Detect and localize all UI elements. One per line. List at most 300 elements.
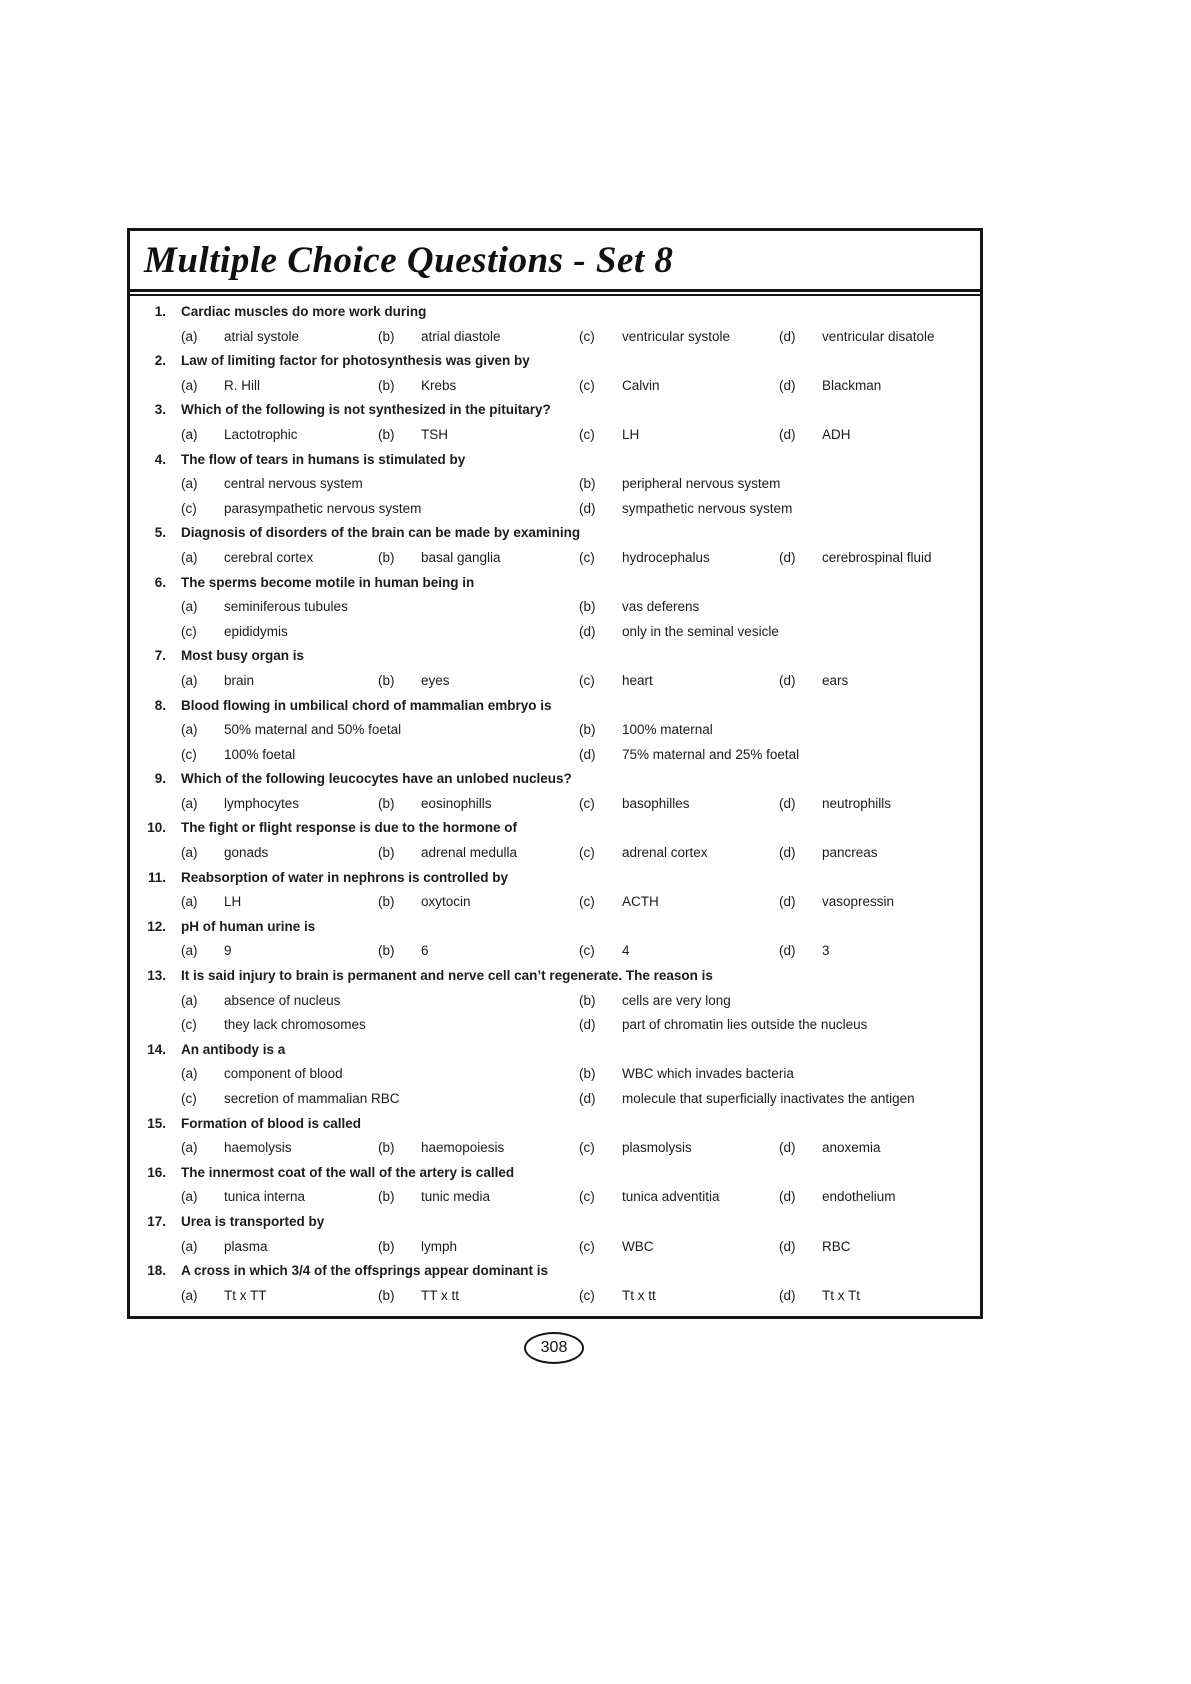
option-row — [130, 939, 980, 964]
option-label: (c) — [579, 1189, 595, 1205]
option — [579, 989, 731, 1014]
option — [579, 423, 639, 448]
option — [579, 718, 713, 743]
option — [378, 841, 517, 866]
option-label: (a) — [181, 845, 198, 861]
option-text: tunica interna — [224, 1189, 306, 1205]
option-text: 100% foetal — [224, 746, 296, 762]
option-label: (d) — [579, 1091, 596, 1106]
option-text: haemolysis — [224, 1140, 292, 1156]
question-header — [130, 398, 980, 423]
option-text: Calvin — [622, 377, 660, 393]
option-row — [130, 1235, 980, 1260]
option — [579, 1013, 867, 1038]
option — [579, 546, 710, 571]
question-number: 6. — [154, 574, 166, 590]
option-text: 50% maternal and 50% foetal — [224, 722, 402, 738]
option — [779, 841, 878, 866]
option — [579, 472, 780, 497]
option — [181, 497, 421, 522]
option-row — [130, 546, 980, 571]
option-row — [130, 1185, 980, 1210]
option-label: (d) — [779, 426, 796, 442]
option — [181, 1013, 366, 1038]
option-text: basophilles — [622, 795, 690, 811]
option-text: eyes — [421, 672, 450, 688]
option-text: secretion of mammalian RBC — [224, 1091, 400, 1106]
option — [378, 423, 448, 448]
option-row — [130, 890, 980, 915]
option — [181, 743, 295, 768]
option-label: (b) — [579, 476, 596, 492]
option-text: hydrocephalus — [622, 549, 710, 565]
question-text: The innermost coat of the wall of the artery is called — [181, 1164, 515, 1180]
option-text: 75% maternal and 25% foetal — [622, 746, 800, 762]
option-label: (b) — [378, 672, 395, 688]
option — [378, 890, 471, 915]
option-text: 9 — [224, 943, 232, 959]
option-label: (d) — [779, 845, 796, 861]
question-header — [130, 816, 980, 841]
option-text: part of chromatin lies outside the nucleus — [622, 1017, 868, 1033]
option-label: (b) — [378, 1140, 395, 1156]
option-label: (a) — [181, 1140, 198, 1156]
option-label: (a) — [181, 894, 198, 910]
option-label: (b) — [378, 426, 395, 442]
question-number: 2. — [154, 353, 166, 369]
option-text: pancreas — [822, 845, 878, 861]
option-label: (b) — [378, 795, 395, 811]
option-label: (c) — [579, 943, 595, 959]
option-text: only in the seminal vesicle — [622, 623, 779, 639]
question-text: A cross in which 3/4 of the offsprings appear dominant is — [181, 1263, 549, 1279]
option-text: molecule that superficially inactivates the antigen — [622, 1091, 915, 1106]
option — [779, 423, 851, 448]
option-text: 3 — [822, 943, 830, 959]
question-text: Urea is transported by — [181, 1213, 325, 1229]
option-label: (d) — [779, 1287, 796, 1303]
option-text: basal ganglia — [421, 549, 501, 565]
option-text: WBC which invades bacteria — [622, 1066, 794, 1082]
option-text: cells are very long — [622, 992, 731, 1008]
option — [779, 669, 848, 694]
question-text: Reabsorption of water in nephrons is controlled by — [181, 869, 509, 885]
option-label: (a) — [181, 377, 198, 393]
option — [181, 325, 299, 350]
question-header — [130, 964, 980, 989]
option — [779, 374, 881, 399]
option-text: absence of nucleus — [224, 992, 341, 1008]
option-text: lymphocytes — [224, 795, 300, 811]
option-label: (b) — [579, 1066, 596, 1082]
option-text: tunic media — [421, 1189, 491, 1205]
option-label: (d) — [779, 1189, 796, 1205]
option-text: lymph — [421, 1238, 458, 1254]
option-label: (c) — [181, 1091, 197, 1106]
question-number: 11. — [147, 869, 166, 885]
option — [181, 669, 254, 694]
option-text: atrial systole — [224, 328, 300, 344]
question-header — [130, 1161, 980, 1186]
option-text: Tt x tt — [622, 1287, 656, 1303]
option — [378, 546, 501, 571]
option — [378, 1185, 490, 1210]
option-label: (a) — [181, 328, 198, 344]
option — [181, 1136, 292, 1161]
option-row — [130, 325, 980, 350]
question-number: 5. — [154, 525, 166, 541]
option-text: adrenal medulla — [421, 845, 518, 861]
option-text: endothelium — [822, 1189, 896, 1205]
option — [181, 374, 260, 399]
option — [181, 1235, 268, 1260]
page-title: Multiple Choice Questions - Set 8 — [144, 240, 674, 281]
option-text: plasma — [224, 1238, 268, 1254]
option-row — [130, 792, 980, 817]
option-label: (c) — [181, 746, 197, 762]
option-label: (d) — [779, 377, 796, 393]
option — [779, 546, 932, 571]
option-label: (b) — [579, 722, 596, 738]
option-text: LH — [224, 894, 242, 910]
option-label: (a) — [181, 943, 198, 959]
option-label: (a) — [181, 672, 198, 688]
option-label: (b) — [579, 599, 596, 615]
option-row — [130, 423, 980, 448]
option-label: (d) — [779, 328, 796, 344]
option-label: (b) — [378, 1189, 395, 1205]
option-row — [130, 497, 980, 522]
page-number-badge — [524, 1332, 584, 1364]
option — [181, 1284, 267, 1309]
question-header — [130, 767, 980, 792]
option-row — [130, 1013, 980, 1038]
option-text: Tt x TT — [224, 1287, 267, 1303]
question-text: pH of human urine is — [181, 918, 316, 934]
option-text: ventricular systole — [622, 328, 731, 344]
option-label: (d) — [779, 1238, 796, 1254]
option-text: brain — [224, 672, 255, 688]
option-label: (b) — [378, 1238, 395, 1254]
option-row — [130, 595, 980, 620]
option — [181, 718, 401, 743]
option-row — [130, 989, 980, 1014]
question-header — [130, 448, 980, 473]
option-label: (c) — [579, 1140, 595, 1156]
option-label: (a) — [181, 1287, 198, 1303]
option-label: (b) — [378, 894, 395, 910]
question-number: 1. — [154, 304, 166, 319]
option — [378, 939, 429, 964]
question-text: An antibody is a — [181, 1041, 286, 1057]
option-label: (c) — [579, 377, 595, 393]
option-label: (d) — [779, 943, 796, 959]
option-label: (d) — [579, 746, 596, 762]
option-row — [130, 1062, 980, 1087]
question-number: 4. — [154, 451, 166, 467]
question-text: Formation of blood is called — [181, 1115, 362, 1131]
option — [181, 1062, 343, 1087]
question-header — [130, 571, 980, 596]
option-label: (c) — [579, 1287, 595, 1303]
question-text: The sperms become motile in human being in — [181, 574, 475, 590]
option-row — [130, 1136, 980, 1161]
option-text: RBC — [822, 1238, 851, 1254]
option-label: (b) — [378, 328, 395, 344]
option-text: Tt x Tt — [822, 1287, 861, 1303]
option-text: epididymis — [224, 623, 288, 639]
option — [378, 325, 501, 350]
option — [378, 1284, 459, 1309]
option — [579, 1235, 654, 1260]
option-label: (c) — [181, 1017, 197, 1033]
option — [579, 669, 653, 694]
option-label: (c) — [579, 426, 595, 442]
question-header — [130, 349, 980, 374]
option-text: parasympathetic nervous system — [224, 500, 422, 516]
question-number: 3. — [154, 402, 166, 418]
question-header — [130, 694, 980, 719]
question-header — [130, 915, 980, 940]
option — [378, 792, 492, 817]
question-text: Diagnosis of disorders of the brain can be made by examining — [181, 525, 581, 541]
option-label: (c) — [579, 845, 595, 861]
option-label: (a) — [181, 599, 198, 615]
option — [181, 1185, 305, 1210]
question-number: 15. — [147, 1115, 166, 1131]
option — [181, 989, 340, 1014]
option — [181, 472, 363, 497]
option — [579, 743, 799, 768]
question-text: Cardiac muscles do more work during — [181, 304, 427, 319]
question-number: 9. — [154, 771, 166, 787]
option-row — [130, 743, 980, 768]
option-label: (c) — [181, 623, 197, 639]
question-text: Law of limiting factor for photosynthesis was given by — [181, 353, 530, 369]
question-number: 10. — [147, 820, 166, 836]
option-text: ears — [822, 672, 849, 688]
option-text: TSH — [421, 426, 448, 442]
option-text: 4 — [622, 943, 630, 959]
option-text: Lactotrophic — [224, 426, 298, 442]
option — [181, 595, 348, 620]
option — [181, 890, 241, 915]
option-row — [130, 718, 980, 743]
option-text: plasmolysis — [622, 1140, 692, 1156]
question-number: 14. — [147, 1041, 166, 1057]
option — [779, 1185, 896, 1210]
option-label: (c) — [579, 795, 595, 811]
option — [181, 620, 288, 645]
page-number: 308 — [540, 1339, 568, 1356]
option — [579, 374, 660, 399]
option-label: (c) — [181, 500, 197, 516]
option — [181, 939, 232, 964]
option — [579, 1062, 794, 1087]
option-text: TT x tt — [421, 1287, 460, 1303]
option — [579, 620, 779, 645]
option-label: (b) — [378, 377, 395, 393]
option-text: seminiferous tubules — [224, 599, 348, 615]
option-text: Blackman — [822, 377, 882, 393]
option-row — [130, 472, 980, 497]
question-number: 12. — [147, 918, 166, 934]
option — [378, 374, 456, 399]
option-label: (b) — [378, 943, 395, 959]
option-label: (a) — [181, 476, 198, 492]
option — [579, 497, 792, 522]
option — [579, 890, 659, 915]
option-label: (d) — [579, 500, 596, 516]
option-label: (a) — [181, 1066, 198, 1082]
option-label: (a) — [181, 549, 198, 565]
option-text: vas deferens — [622, 599, 700, 615]
question-header — [130, 1210, 980, 1235]
question-header — [130, 1259, 980, 1284]
option — [579, 1185, 720, 1210]
option-text: WBC — [622, 1238, 654, 1254]
option — [779, 1235, 851, 1260]
option-label: (a) — [181, 1189, 198, 1205]
option-label: (a) — [181, 426, 198, 442]
option-label: (a) — [181, 795, 198, 811]
option-row — [130, 620, 980, 645]
question-number: 18. — [147, 1263, 166, 1279]
questions-box — [127, 228, 983, 1319]
option-row — [130, 374, 980, 399]
option-label: (b) — [378, 1287, 395, 1303]
question-header — [130, 644, 980, 669]
option-text: component of blood — [224, 1066, 343, 1082]
option-row — [130, 841, 980, 866]
option-text: haemopoiesis — [421, 1140, 505, 1156]
option — [779, 325, 935, 350]
question-number: 8. — [154, 697, 166, 713]
question-number: 13. — [147, 968, 166, 984]
option — [181, 423, 298, 448]
option-label: (d) — [779, 549, 796, 565]
option-label: (b) — [378, 845, 395, 861]
option-label: (d) — [579, 623, 596, 639]
option-text: cerebrospinal fluid — [822, 549, 932, 565]
option-text: gonads — [224, 845, 269, 861]
title-bar — [130, 231, 980, 289]
option-text: R. Hill — [224, 377, 260, 393]
option-label: (c) — [579, 672, 595, 688]
question-header — [130, 521, 980, 546]
question-text: The flow of tears in humans is stimulated by — [181, 451, 466, 467]
question-number: 16. — [147, 1164, 166, 1180]
question-text: It is said injury to brain is permanent and nerve cell can’t regenerate. The reason is — [181, 968, 713, 984]
question-header — [130, 866, 980, 891]
question-number: 17. — [147, 1213, 166, 1229]
option-text: neutrophills — [822, 795, 892, 811]
question-text: Blood flowing in umbilical chord of mammalian embryo is — [181, 697, 552, 713]
option-text: anoxemia — [822, 1140, 881, 1156]
option-text: tunica adventitia — [622, 1189, 720, 1205]
option-label: (d) — [779, 795, 796, 811]
option-text: ACTH — [622, 894, 659, 910]
option — [181, 1087, 400, 1112]
question-number: 7. — [154, 648, 166, 664]
option — [579, 841, 708, 866]
option-label: (b) — [579, 992, 596, 1008]
option-label: (d) — [779, 894, 796, 910]
option-label: (a) — [181, 992, 198, 1008]
option-label: (c) — [579, 894, 595, 910]
option-text: peripheral nervous system — [622, 476, 781, 492]
option-row — [130, 669, 980, 694]
option — [779, 792, 891, 817]
option — [579, 595, 699, 620]
option — [378, 669, 450, 694]
question-text: Which of the following leucocytes have an unlobed nucleus? — [181, 771, 572, 787]
option-text: 100% maternal — [622, 722, 713, 738]
option-row — [130, 1087, 980, 1112]
option-text: atrial diastole — [421, 328, 501, 344]
question-text: The fight or flight response is due to the hormone of — [181, 820, 517, 836]
option — [579, 325, 730, 350]
option — [779, 1136, 881, 1161]
option — [779, 939, 830, 964]
option-label: (c) — [579, 1238, 595, 1254]
question-header — [130, 1112, 980, 1137]
option — [579, 1284, 656, 1309]
option — [181, 546, 313, 571]
option-text: Krebs — [421, 377, 457, 393]
option-text: cerebral cortex — [224, 549, 314, 565]
option-text: oxytocin — [421, 894, 471, 910]
option-label: (b) — [378, 549, 395, 565]
option-label: (d) — [779, 672, 796, 688]
option-label: (a) — [181, 1238, 198, 1254]
option-text: adrenal cortex — [622, 845, 708, 861]
questions-list — [130, 296, 980, 1316]
option — [181, 792, 299, 817]
option-text: sympathetic nervous system — [622, 500, 793, 516]
option-text: ventricular disatole — [822, 328, 935, 344]
option-text: LH — [622, 426, 640, 442]
option — [579, 792, 690, 817]
option — [779, 1284, 860, 1309]
option — [378, 1235, 457, 1260]
question-text: Which of the following is not synthesized in the pituitary? — [181, 402, 551, 418]
question-header — [130, 1038, 980, 1063]
option — [779, 890, 894, 915]
option-label: (d) — [579, 1017, 596, 1033]
option — [579, 939, 630, 964]
option-text: 6 — [421, 943, 429, 959]
question-header — [130, 300, 980, 325]
option-text: they lack chromosomes — [224, 1017, 366, 1033]
option-text: central nervous system — [224, 476, 363, 492]
option-label: (c) — [579, 328, 595, 344]
option — [378, 1136, 504, 1161]
option — [181, 841, 268, 866]
option-row — [130, 1284, 980, 1309]
question-text: Most busy organ is — [181, 648, 305, 664]
option-text: ADH — [822, 426, 851, 442]
option-text: heart — [622, 672, 653, 688]
option-label: (a) — [181, 722, 198, 738]
title-divider — [130, 289, 980, 296]
option-text: vasopressin — [822, 894, 895, 910]
option — [579, 1087, 915, 1112]
option — [579, 1136, 692, 1161]
option-label: (c) — [579, 549, 595, 565]
option-label: (d) — [779, 1140, 796, 1156]
option-text: eosinophills — [421, 795, 492, 811]
